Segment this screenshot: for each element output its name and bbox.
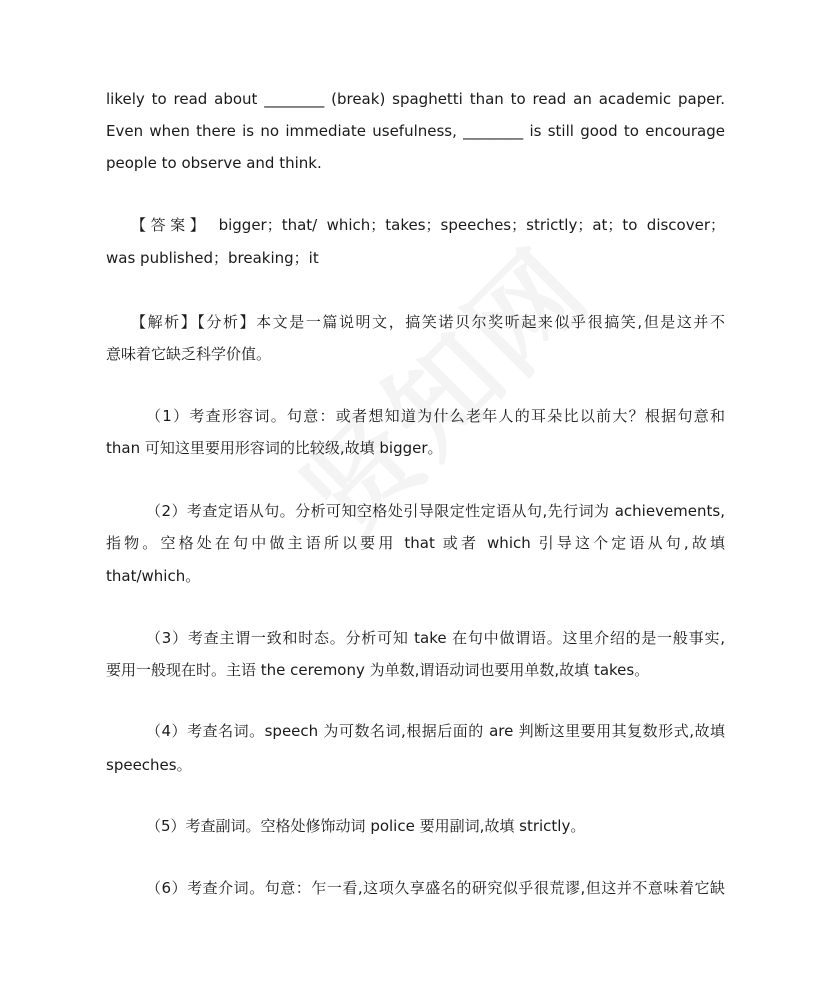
analysis-point-3: （3）考查主谓一致和时态。分析可知 take 在句中做谓语。这里介绍的是一般事实, <box>146 629 725 647</box>
analysis-point-1: than 可知这里要用形容词的比较级,故填 bigger。 <box>106 439 443 457</box>
analysis-line: 意味着它缺乏科学价值。 <box>106 345 272 363</box>
analysis-point-2: 指物。空格处在句中做主语所以要用 that 或者 which 引导这个定语从句,故填 <box>106 534 725 552</box>
analysis-point-4: （4）考查名词。speech 为可数名词,根据后面的 are 判断这里要用其复数形式,故填 <box>146 722 725 740</box>
analysis-point-2: that/which。 <box>106 567 201 585</box>
question-text-line: people to observe and think. <box>106 154 322 172</box>
answer-line: 【答案】 bigger；that/ which；takes；speeches；strictly；at；to discover； <box>131 216 725 234</box>
analysis-point-3: 要用一般现在时。主语 the ceremony 为单数,谓语动词也要用单数,故填 takes。 <box>106 661 650 679</box>
analysis-point-4: speeches。 <box>106 756 192 774</box>
answer-line: was published；breaking；it <box>106 249 319 267</box>
analysis-point-1: （1）考查形容词。句意：或者想知道为什么老年人的耳朵比以前大？根据句意和 <box>146 407 725 425</box>
question-text-line: Even when there is no immediate usefulness, ________ is still good to encourage <box>106 122 725 140</box>
analysis-point-2: （2）考查定语从句。分析可知空格处引导限定性定语从句,先行词为 achievements, <box>146 502 725 520</box>
question-text-line: likely to read about ________ (break) spaghetti than to read an academic paper. <box>106 90 725 108</box>
analysis-line: 【解析】【分析】本文是一篇说明文，搞笑诺贝尔奖听起来似乎很搞笑,但是这并不 <box>131 313 725 331</box>
analysis-point-5: （5）考查副词。空格处修饰动词 police 要用副词,故填 strictly。 <box>146 817 586 835</box>
analysis-point-6: （6）考查介词。句意：乍一看,这项久享盛名的研究似乎很荒谬,但这并不意味着它缺 <box>146 879 725 897</box>
